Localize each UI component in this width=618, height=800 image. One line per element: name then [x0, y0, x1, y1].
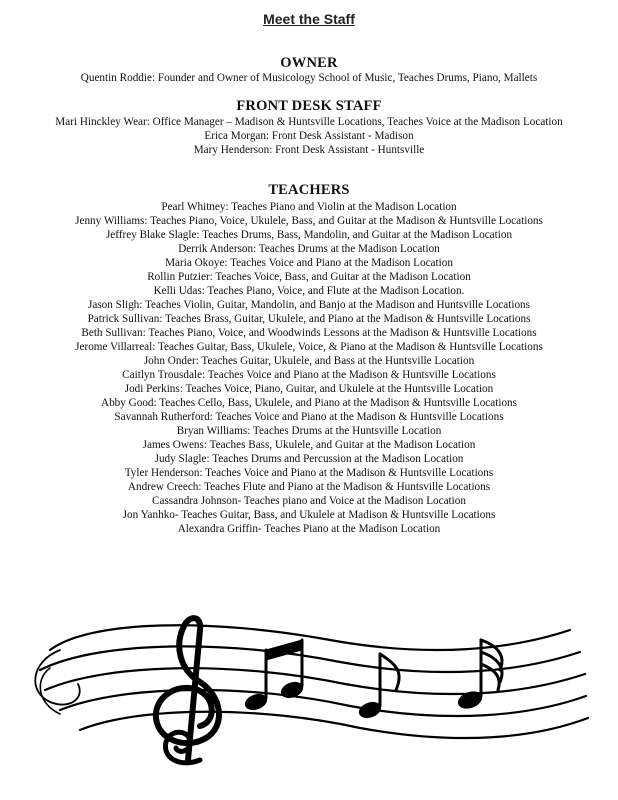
teacher-line: Beth Sullivan: Teaches Piano, Voice, and Woodwinds Lessons at the Madison & Huntsville Locations — [81, 327, 537, 339]
teacher-line: Tyler Henderson: Teaches Voice and Piano at the Madison & Huntsville Locations — [124, 467, 494, 479]
front-desk-heading: FRONT DESK STAFF — [236, 98, 382, 114]
front-desk-list — [0, 115, 618, 157]
teacher-line: Jeffrey Blake Slagle: Teaches Drums, Bass, Mandolin, and Guitar at the Madison Location — [105, 229, 513, 241]
teacher-line: Pearl Whitney: Teaches Piano and Violin at the Madison Location — [161, 201, 457, 213]
teacher-line: Jerome Villarreal: Teaches Guitar, Bass, Ukulele, Voice, & Piano at the Madison & Huntsville Locations — [75, 341, 543, 353]
owner-list — [0, 71, 618, 85]
teacher-line: Jenny Williams: Teaches Piano, Voice, Ukulele, Bass, and Guitar at the Madison & Huntsville Locations — [75, 215, 543, 227]
teacher-line: Jason Sligh: Teaches Violin, Guitar, Mandolin, and Banjo at the Madison and Huntsville Locations — [87, 299, 530, 311]
front-desk-line: Erica Morgan: Front Desk Assistant - Madison — [204, 130, 414, 142]
teacher-line: Rollin Putzier: Teaches Voice, Bass, and Guitar at the Madison Location — [147, 271, 471, 283]
front-desk-line: Mary Henderson: Front Desk Assistant - Huntsville — [193, 144, 425, 156]
owner-heading: OWNER — [280, 55, 338, 71]
teacher-line: Bryan Williams: Teaches Drums at the Huntsville Location — [176, 425, 442, 437]
owner-line: Quentin Roddie: Founder and Owner of Musicology School of Music, Teaches Drums, Piano, Mallets — [80, 72, 538, 84]
teacher-line: James Owens: Teaches Bass, Ukulele, and Guitar at the Madison Location — [142, 439, 476, 451]
teacher-line: Caitlyn Trousdale: Teaches Voice and Piano at the Madison & Huntsville Locations — [122, 369, 496, 381]
teacher-line: Jodi Perkins: Teaches Voice, Piano, Guitar, and Ukulele at the Huntsville Location — [124, 383, 494, 395]
music-staff-icon — [30, 610, 590, 770]
teacher-line: John Onder: Teaches Guitar, Ukulele, and Bass at the Huntsville Location — [143, 355, 475, 367]
teacher-line: Derrik Anderson: Teaches Drums at the Madison Location — [178, 243, 440, 255]
page-title: Meet the Staff — [263, 11, 355, 27]
teachers-heading: TEACHERS — [268, 182, 350, 198]
teacher-line: Kelli Udas: Teaches Piano, Voice, and Flute at the Madison Location. — [153, 285, 465, 297]
teacher-line: Abby Good: Teaches Cello, Bass, Ukulele, and Piano at the Madison & Huntsville Locations — [101, 397, 517, 409]
teacher-line: Alexandra Griffin- Teaches Piano at the Madison Location — [177, 523, 441, 535]
teacher-line: Savannah Rutherford: Teaches Voice and Piano at the Madison & Huntsville Locations — [114, 411, 504, 423]
teacher-line: Jon Yanhko- Teaches Guitar, Bass, and Ukulele at Madison & Huntsville Locations — [122, 509, 496, 521]
front-desk-line: Mari Hinckley Wear: Office Manager – Madison & Huntsville Locations, Teaches Voice at the Madison Location — [55, 116, 563, 128]
teacher-line: Cassandra Johnson- Teaches piano and Voice at the Madison Location — [152, 495, 466, 507]
teacher-line: Maria Okoye: Teaches Voice and Piano at the Madison Location — [165, 257, 453, 269]
teacher-line: Andrew Creech: Teaches Flute and Piano at the Madison & Huntsville Locations — [127, 481, 491, 493]
teacher-line: Judy Slagle: Teaches Drums and Percussion at the Madison Location — [154, 453, 464, 465]
teacher-line: Patrick Sullivan: Teaches Brass, Guitar, Ukulele, and Piano at the Madison & Huntsville Locations — [87, 313, 531, 325]
teachers-list — [0, 200, 618, 536]
